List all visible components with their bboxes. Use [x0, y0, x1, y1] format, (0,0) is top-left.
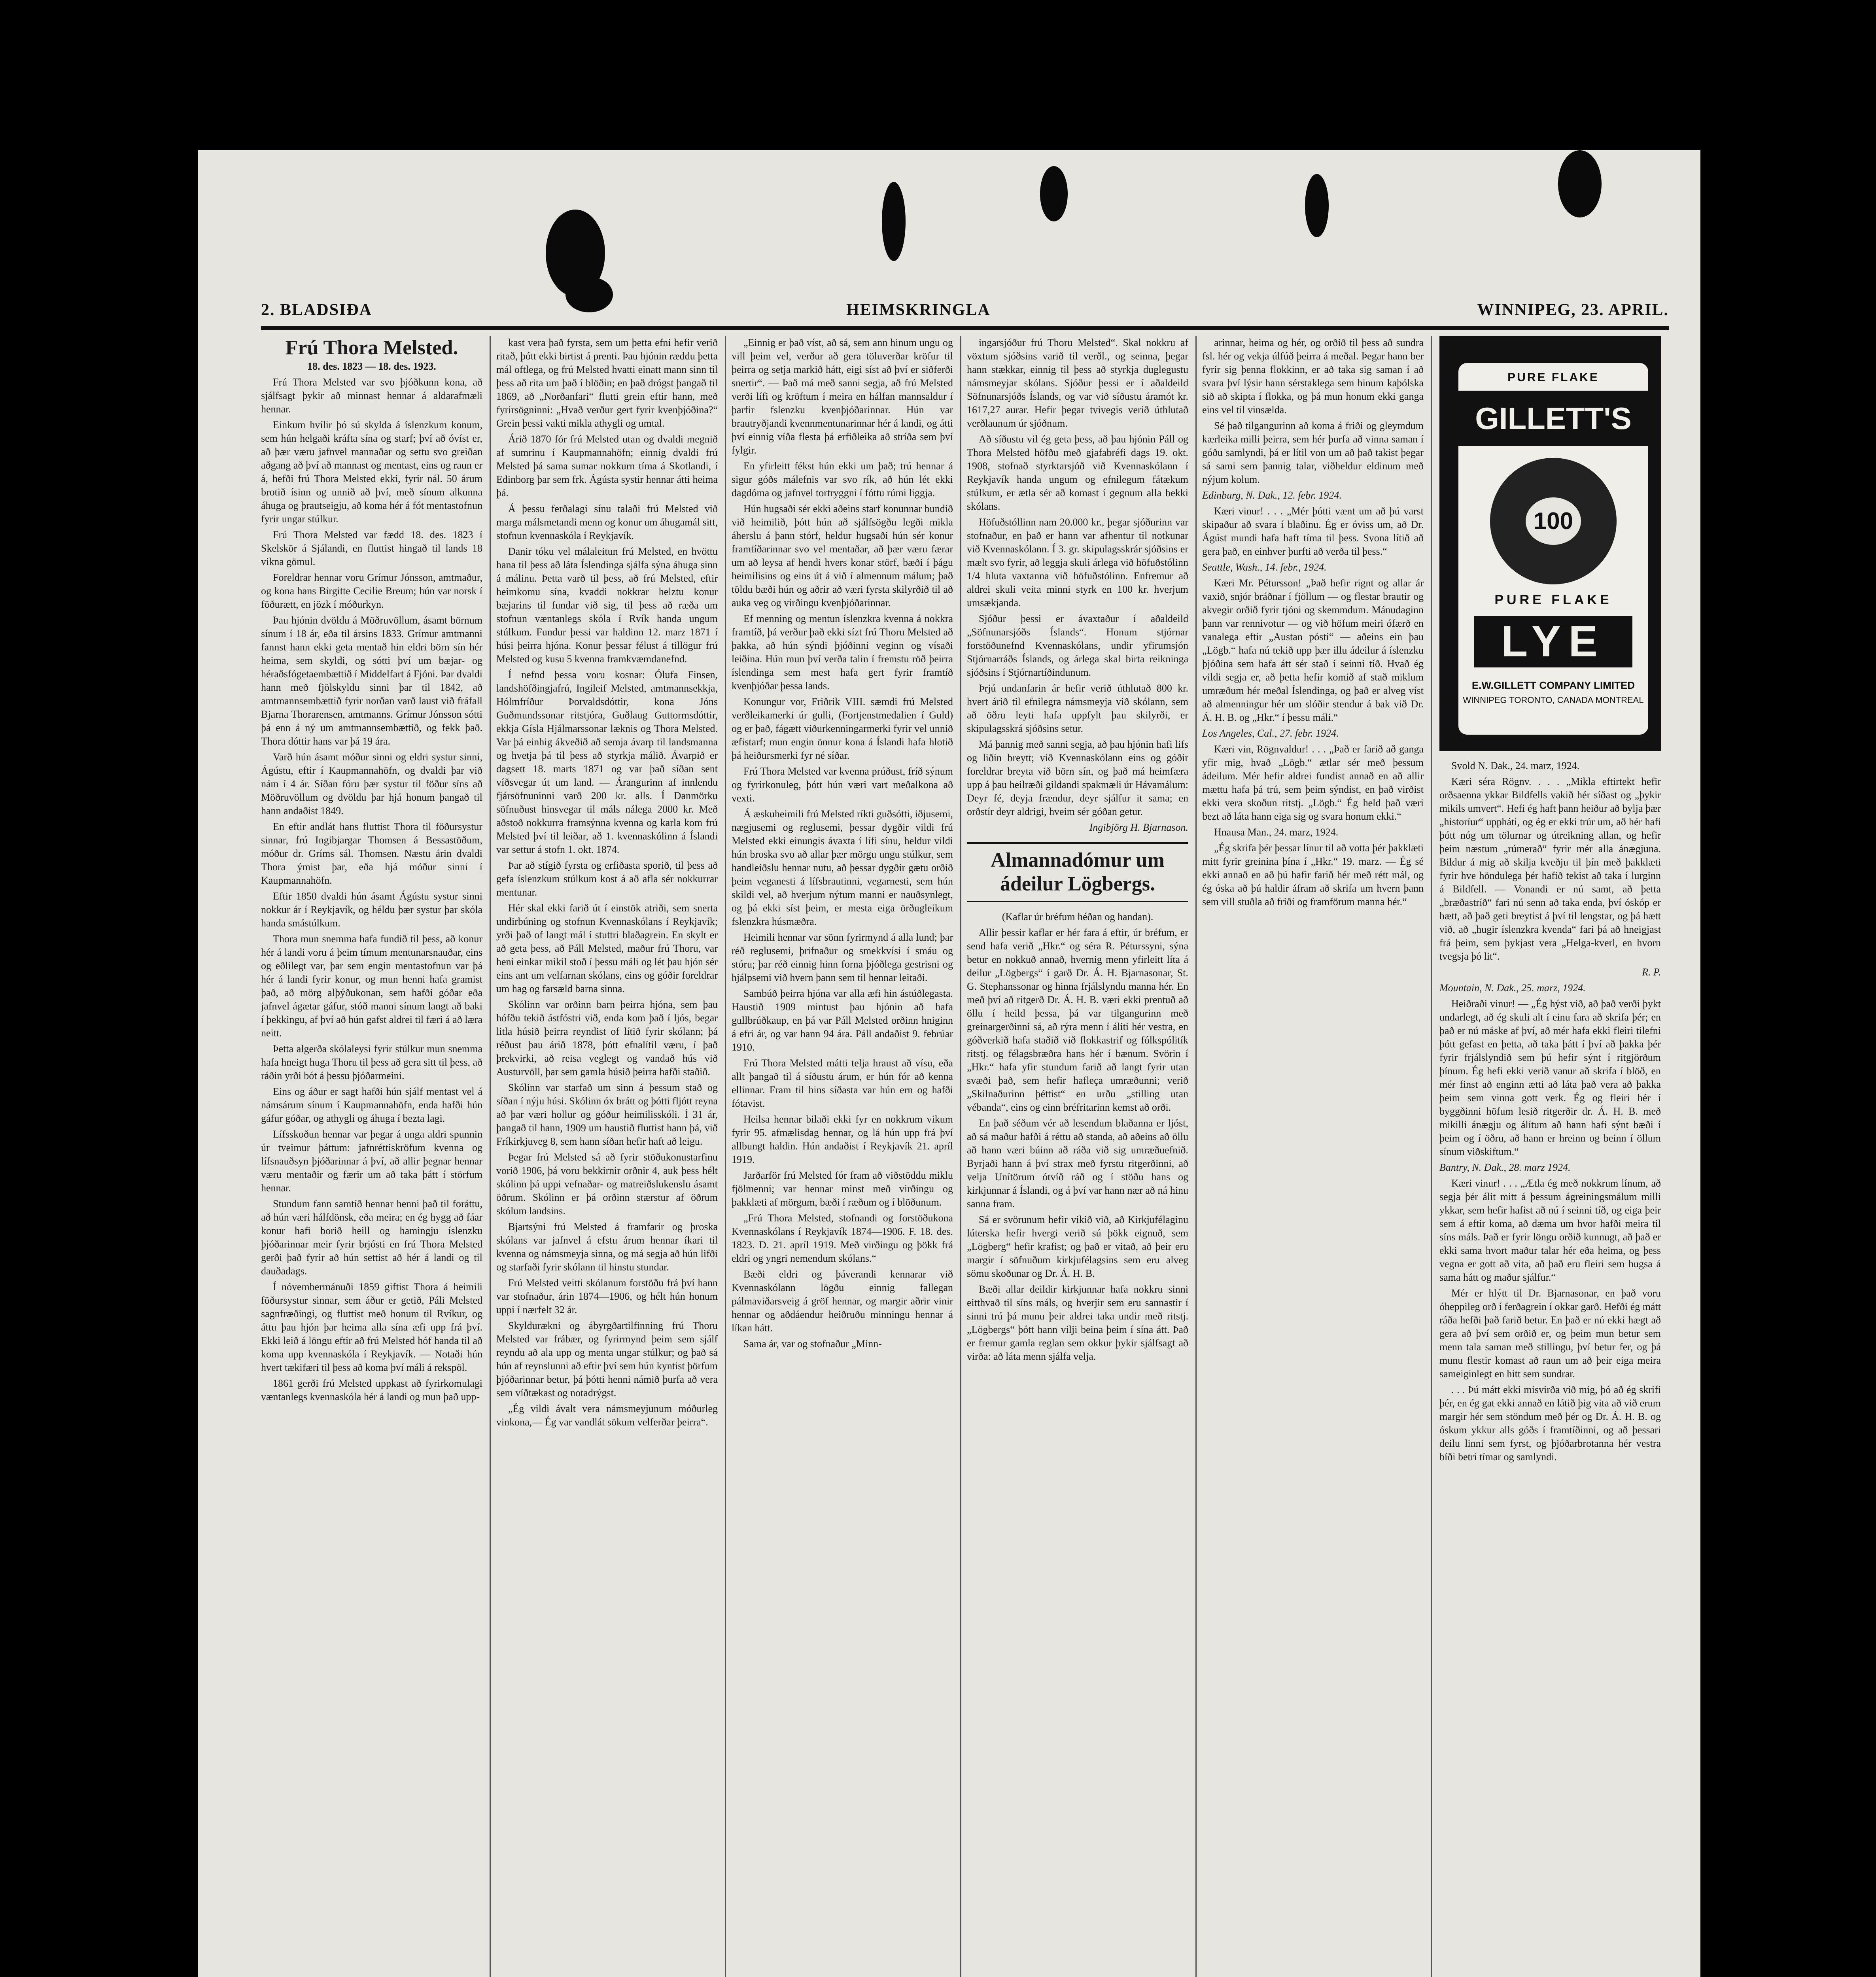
article-body	[967, 336, 1188, 834]
paragraph: Svold N. Dak., 24. marz, 1924.	[1451, 760, 1580, 771]
column-4	[967, 336, 1188, 1977]
newspaper-name: HEIMSKRINGLA	[846, 301, 991, 319]
paragraph: Má þannig með sanni segja, að þau hjónin hafi lifs og liðin breytt; við Kvennaskólann eins og góðir foreldrar breyta við börn sín, og það má heimfæra upp á þau heilræði gildandi spakmæli úr Hávamálum: Deyr fé, deyja frændur, deyr sjálfur it sama; en orðstír deyr aldrigi, hveim sér góðan getur.	[967, 739, 1188, 817]
ink-blot	[1040, 166, 1068, 221]
paragraph: Frú Thora Melsted var fædd 18. des. 1823 í Skelskör á Sjálandi, en fluttist hingað til lands 18 vikna gömul.	[261, 529, 482, 567]
ink-blot	[1305, 174, 1329, 237]
masthead	[261, 301, 1669, 324]
page-number: 2. BLADSIÐA	[261, 301, 373, 319]
paragraph: Á þessu ferðalagi sínu talaði frú Melsted við marga málsmetandi menn og konur um áhugamál sitt, stofnun kvennaskóla í Reykjavík.	[496, 503, 718, 541]
paragraph: Heiðraði vinur! — „Ég hýst við, að það verði þykt undarlegt, að ég skuli alt í einu fara að skrifa þér; en það er nú máske af því, að mér hafa ekki fleiri tilefni þótt gefast en þetta, að taka þátt í því að þakka þér fyrir frjálslyndið sem þú hefir sýnt í ritgjörðum þínum. Ég hefi ekki verið vanur að skrifa í blöð, en mér finst að enginn ætti að láta það vera að þakka þeim sem vinna gott verk. Ég og fleiri hér í byggðinni höfum lesið ritgerðir dr. Á. H. B. með mikilli ánægju og álítum að hann hafi sýnt bæði í þeim og í öðru, að hann er hreinn og beinn í öllum sínum viðskiftum.“	[1439, 998, 1661, 1157]
masthead-rule	[261, 326, 1669, 330]
paragraph: Seattle, Wash., 14. febr., 1924.	[1202, 561, 1327, 573]
paragraph: „Ég vildi ávalt vera námsmeyjunum móðurleg vinkona,— Ég var vandlát sökum velferðar þeirra“.	[496, 1403, 718, 1428]
column-2	[496, 336, 718, 1977]
column-3	[732, 336, 953, 1977]
paragraph: Heilsa hennar bilaði ekki fyr en nokkrum vikum fyrir 95. afmælisdag hennar, og lá hún upp frá því allbungt haldin. Hún andaðist í Reykjavík 21. apríl 1919.	[732, 1113, 953, 1165]
paragraph: Edinburg, N. Dak., 12. febr. 1924.	[1202, 490, 1342, 501]
paragraph: Höfuðstóllinn nam 20.000 kr., þegar sjóðurinn var stofnaður, en það er hann var afhentur til notkunar við Kvennaskólann. Í 3. gr. skipulagsskrár sjóðsins er mælt svo fyrir, að leggja skuli árlega við höfuðstólinn 1/4 hluta vaxtanna við höfuðstólinn. Enfremur að aldrei skuli veita minni styrk en 100 kr. hverjum umsækjanda.	[967, 516, 1188, 609]
paragraph: „Einnig er það víst, að sá, sem ann hinum ungu og vill þeim vel, verður að gera töluverðar kröfur til þeirra og setja markið hátt, eigi síst að því er siðferði snertir“. — Það má með sanni segja, að frú Melsted verði lífi og kröftum í meira en hálfan mannsaldur í þarfir fslenzku kvenþjóðarinnar. Hún var brautryðjandi kvennmentunarinnar hér á landi, og átti því einnig víða flesta þá erfiðleika að stríða sem því fylgir.	[732, 337, 953, 456]
paragraph: 1861 gerði frú Melsted uppkast að fyrirkomulagi væntanlegs kvennaskóla hér á landi og mun það upp-	[261, 1378, 482, 1402]
almanak-title: Almannadómur um ádeilur Lögbergs.	[967, 842, 1188, 902]
paragraph: Bæði eldri og þáverandi kennarar við Kvennaskólann lögðu einnig fallegan pálmaviðarsveig á gröf hennar, og margir aðrir vinir hennar og aðdáendur heiðruðu minningu hennar á líkan hátt.	[732, 1268, 953, 1334]
paragraph: Frú Thora Melsted var kvenna prúðust, fríð sýnum og fyrirkonuleg, þótt hún væri vart meðalkona að vexti.	[732, 765, 953, 804]
paragraph: Thora mun snemma hafa fundið til þess, að konur hér á landi voru á þeim tímum mentunarsnauðar, eins og eðlilegt var, þar sem engin mentastofnun var þá hér á landi fyrir konur, og mun henni hafa gramist það, að mörg alþýðukonan, sem hafði góðar eða jafnvel ágætar gáfur, stóð manni sínum langt að baki í þekkingu, af því að hún gafst aldrei til færi á að læra neitt.	[261, 933, 482, 1039]
paragraph: . . . Þú mátt ekki misvirða við mig, þó að ég skrifi þér, en ég gat ekki annað en látið þig vita að við erum margir hér sem stöndum með þér og Dr. Á. H. B. og óskum ykkur alls góðs í framtíðinni, og að þessari deilu linni sem fyrst, og þjóðarbrotanna hér vestra bíði betri tímar og samlyndi.	[1439, 1384, 1661, 1463]
ink-blot	[882, 182, 906, 261]
article-title: Frú Thora Melsted.	[285, 336, 458, 359]
column-rule	[725, 336, 726, 1977]
paragraph: Einkum hvílir þó sú skylda á íslenzkum konum, sem hún helgaði kráfta sína og starf; því að óvíst er, að þær væru jafnvel mannaðar og settu svo greiðan aðgang að því að mannast og mentast, eins og raun er á, hefði frú Thora Melsted ekki, fyrir nál. 50 árum brotið ísinn og unnið að því, með sínum alkunna áhuga og þrautseigju, að koma hér á fót mentastofnun fyrir ungar stúlkur.	[261, 419, 482, 525]
paragraph: ingarsjóður frú Thoru Melsted“. Skal nokkru af vöxtum sjóðsins varið til verðl., og seinna, þegar hann stækkar, einnig til þess að styrkja duglegustu námsmeyjar skólans. Sjóður þessi er í aðaldeild Söfnunarsjóðs Íslands, og var við síðustu áramót kr. 1617,27 aurar. Hefir þegar tvivegis verið úthlutað verðlaunum úr sjóðnum.	[967, 337, 1188, 429]
article-body	[732, 336, 953, 1351]
paragraph: „Frú Thora Melsted, stofnandi og forstöðukona Kvennaskólans í Reykjavík 1874—1906. F. 18. des. 1823. D. 21. apríl 1919. Með virðingu og þökk frá eldri og yngri nemendum skólans.“	[732, 1212, 953, 1264]
ad-flake-label: PURE FLAKE	[1494, 592, 1612, 607]
paragraph: Þau hjónin dvöldu á Möðruvöllum, ásamt börnum sínum í 18 ár, eða til ársins 1833. Grímur amtmanni fannst hann ekki geta mentað hin eldri börn sín hér heima, sem skyldi, og sótti því um bæjar- og héraðsfógetaembættið í Middelfart á Fjóni. Þar dvaldi hann með fjölskyldu sinni þar til 1842, að amtmannsembættið fyrir norðan varð laust við fráfall Bjarna Thorarensen, amtmanns. Grímur Jónsson sótti þá enn á ný um amtmannsembættið, og fekk það. Thora dóttir hans var þá 19 ára.	[261, 614, 482, 747]
paragraph: Kæri vin, Rögnvaldur! . . . „Það er farið að ganga yfir mig, hvað „Lögb.“ ætlar sér með þessum ádeilum. Mér hefir aldrei fundist annað en að allir mættu hafa þá trú, sem þeim sýndist, en það virðist ekki vera skoðun ritstj. „Lögb.“ Ég held það væri bezt að láta hann eiga sig og svara honum ekki.“	[1202, 743, 1424, 822]
paragraph: Skólinn var orðinn barn þeirra hjóna, sem þau hófðu tekið ástfóstri við, enda kom það í ljós, begar litla húsið þeirra reyndist of lítið fyrir skólann; þá réðust þau árið 1878, þótt efnalítil væru, í það þrekvirki, að reisa veglegt og vandað hús við Austurvöll, þar sem gamla húsið þeirra hafði staðið.	[496, 999, 718, 1077]
paragraph: kast vera það fyrsta, sem um þetta efni hefir verið ritað, þótt ekki birtist á prenti. Þau hjónin ræddu þetta mál oftlega, og frú Melsted hvatti einatt mann sinn til þess að rita um það í blöðin; en það drógst þangað til 1869, að „Norðanfari“ flutti grein eftir hann, með fyrirsögninni: „Hvað verður gert fyrir kvenþjóðina?“ Grein þessi vakti mikla athygli og umtal.	[496, 337, 718, 429]
paragraph: R. P.	[1642, 966, 1661, 978]
paragraph: Heimili hennar var sönn fyrirmynd á alla lund; þar réð reglusemi, þrifnaður og smekkvísi í smáu og stóru; þar réð einnig hinn forna þjóðlega gestrisni og hjálpsemi við hvern þann sem til hennar leitaði.	[732, 932, 953, 983]
paragraph: Sambúð þeirra hjóna var alla æfi hin ástúðlegasta. Haustið 1909 mintust þau hjónin að hafa gullbrúðkaup, en þá var Páll Melsted orðinn hniginn á efri ár, og var hann 94 ára. Páll andaðist 9. febrúar 1910.	[732, 988, 953, 1053]
paragraph: Los Angeles, Cal., 27. febr. 1924.	[1202, 728, 1339, 739]
paragraph: Varð hún ásamt móður sinni og eldri systur sinni, Ágústu, eftir í Kaupmannahöfn, og dvaldi þar við nám í 4 ár. Síðan fóru þær systur til föður síns að Möðruvöllum og dvöldu þar hjá honum þangað til hann andaðist 1849.	[261, 751, 482, 817]
paragraph: Stundum fann samtíð hennar henni það til foráttu, að hún væri hálfdönsk, eða meira; en ég hygg að fáar konur hafi borið heill og hamingju íslenzku þjóðarinnar meir fyrir brjósti en frú Thora Melsted gerði það fyrir að hún settist að hér á landi og til dauðadags.	[261, 1198, 482, 1277]
column-rule	[490, 336, 491, 1977]
paragraph: Frú Melsted veitti skólanum forstöðu frá því hann var stofnaður, árin 1874—1906, og hélt hún honum uppi í nærfelt 32 ár.	[496, 1277, 718, 1315]
paragraph: Kæri séra Rögnv. . . . „Mikla eftirtekt hefir orðsaenna ykkar Bildfells vakið hér síðast og „þykir mikils umvert“. Hefi ég haft þann heiður að bylja þær „historíur“ uppháti, og ég er ekki trúr um, að hér hafi þótt nóg um tölurnar og útreikning allan, og hefir þeim næstum „rúmerað“ fyrir mér alla ánægjuna. Bildur á mig að skilja kveðju til þín með þakklæti fyrir hve höndulega þér hafið tekist að taka í lurginn á Bildfell. — Vonandi er nú samt, að þetta „bræðastríð“ fari nú senn að taka enda, því óskóp er hætt, að það geti breytist á því til lengstar, og þá hætt við, að „hugir íslenzkra kvenda“ fari þá að hneigjast frá þeim, sem þykjast vera „Helga-kverl, en hvorn tvegsja þó lit“.	[1439, 776, 1661, 962]
paragraph: Að síðustu vil ég geta þess, að þau hjónin Páll og Thora Melsted höfðu með gjafabréfi dags 19. okt. 1908, stofnað styrktarsjóð við Kvennaskólann í Reykjavík handa ungum og efnilegum fátækum stúlkum, er ætla sér að komast í gegnum alla bekki skólans.	[967, 433, 1188, 512]
paragraph: Danir tóku vel málaleitun frú Melsted, en hvöttu hana til þess að láta Íslendinga sjálfa sýna áhuga sinn á málinu. Þetta varð til þess, að frú Melsted, eftir heimkomu sína, kvaddi nokkrar helztu konur bæjarins til fundar við sig, til þess að ræða um stofnun væntanlegs skóla í Rvík handa ungum stúlkum. Fundur þessi var haldinn 12. marz 1871 í húsi þeirra hjóna. Konur þessar félust á tillögur frú Melsted og kusu 5 kvenna framkvæmdanefnd.	[496, 546, 718, 665]
paragraph: Jarðarför frú Melsted fór fram að viðstöddu miklu fjölmenni; var hennar minst með virðingu og þakklæti af mörgum, bæði í ræðum og í blöðunum.	[732, 1170, 953, 1208]
paragraph: En það séðum vér að lesendum blaðanna er ljóst, að sá maður hafði á réttu að standa, að aðeins að öllu að hann væri búinn að ráða við sig umræðuefnið. Byrjaði hann á því strax með fyrstu ritgerðinni, að velja Unítörum ótvíð ráð og í stöðu hans og kirkjunnar á Íslandi, og á því var hann nær að ná hinu sanna fram.	[967, 1117, 1188, 1210]
paragraph: Frú Thora Melsted mátti telja hraust að vísu, eða allt þangað til á síðustu árum, er hún fór að kenna ellinnar. Fram til hins síðasta var hún ern og hafði fótavist.	[732, 1057, 953, 1109]
paragraph: Árið 1870 fór frú Melsted utan og dvaldi megnið af sumrinu í Kaupmannahöfn; einnig dvaldi frú Melsted þá sama sumar nokkurn tíma á Skotlandi, í Edinborg þar sem frk. Ágústa systir hennar átti heima þá.	[496, 433, 718, 499]
article-body	[496, 336, 718, 1429]
paragraph: Eftir 1850 dvaldi hún ásamt Ágústu systur sinni nokkur ár í Reykjavík, og héldu þær systur þar skóla handa smástúlkum.	[261, 890, 482, 929]
paragraph: Frú Thora Melsted var svo þjóðkunn kona, að sjálfsagt þykir að minnast hennar á aldarafmæli hennar.	[261, 376, 482, 415]
ad-product: LYE	[1474, 616, 1632, 667]
lion-emblem-icon	[1490, 458, 1617, 584]
gilletts-lye-advertisement	[1439, 336, 1661, 751]
paragraph: Þegar frú Melsted sá að fyrir stöðukonustarfinu vorið 1906, þá voru bekkirnir orðnir 4, auk þess hélt skólinn þá uppi vefnaðar- og matreiðslukenslu ásamt öðrum. Skólinn er þá orðinn stærstur af öðrum skólum landsins.	[496, 1151, 718, 1217]
paragraph: „Ég skrifa þér þessar línur til að votta þér þakklæti mitt fyrir greinina þína í „Hkr.“ 19. marz. — Ég sé ekki annað en að þú hafir farið hér með rétt mál, og ég óska að þú haldir áfram að skrifa um hvern þann sem vill stuðla að friði og framförum manna hér.“	[1202, 842, 1424, 907]
paragraph: Á æskuheimili frú Melsted ríkti guðsótti, iðjusemi, nægjusemi og reglusemi, þessar dygðir vildi frú Melsted ekki einungis ávaxta í lífi sínu, heldur vildi hún broska svo að allar þær mörgu ungu stúlkur, sem handleiðslu hennar nutu, að þessar dygðir gætu orðið þeim veganesti á lífsbrautinni, vegarnesti, sem hún skildi vel, að hverjum nýtum manni er nauðsynlegt, og þá ekki síst þeim, er mesta eiga örðugleikum fslenzkra húsmæðra.	[732, 808, 953, 927]
paragraph: Þar að stígið fyrsta og erfiðasta sporið, til þess að gefa íslenzkum stúlkum kost á að afla sér nokkurrar mentunar.	[496, 860, 718, 898]
almanak-subtitle: (Kaflar úr bréfum héðan og handan).	[1002, 911, 1154, 922]
column-rule	[1431, 336, 1432, 1977]
paragraph: Sá er svörunum hefir vikið við, að Kirkjufélaginu lúterska hefir hvergi verið sú þökk eignuð, sem „Lögberg“ hefir krafist; og það er vitað, að þeir eru margir í söfnuðum kirkjufélagsins sem eru alveg sömu skoðunar og Dr. Á. H. B.	[967, 1214, 1188, 1279]
paragraph: Þrjú undanfarin ár hefir verið úthlutað 800 kr. hvert árið til efnilegra námsmeyja við skólann, sem að öðru leyti hafa uppfylt þau skilyrði, er skipulagsskrá sjóðsins setur.	[967, 682, 1188, 734]
column-rule	[1195, 336, 1197, 1977]
column-rule	[960, 336, 961, 1977]
paragraph: Ingibjörg H. Bjarnason.	[1089, 822, 1188, 833]
paragraph: Hér skal ekki farið út í einstök atriði, sem snerta undirbúning og stofnun Kvennaskólans í Reykjavík; yrði það of langt mál í stuttri blaðagrein. En skylt er að geta þess, að Páll Melsted, maður frú Thoru, var heni einkar mikil stoð í þessu máli og lét þau hjón sér eins ant um velfarnan skólans, eins og góðir foreldrar um hag og farsæld barna sinna.	[496, 902, 718, 994]
paragraph: Bæði allar deildir kirkjunnar hafa nokkru sinni eitthvað til síns máls, og hverjir sem eru sannastir í sinni trú þá munu þeir aldrei taka undir með ritstj. „Lögbergs“ þótt hann vilji beina þeim í sína átt. Það er fremur gamla reglan sem okkur þykir sjálfsagt að virða: að láta menn sjálfa velja.	[967, 1283, 1188, 1362]
article-body	[261, 376, 482, 1404]
lye-can	[1455, 360, 1651, 738]
paragraph: Mér er hlýtt til Dr. Bjarnasonar, en það voru óheppileg orð í ferðagrein í okkar garð. Hefði ég mátt ráða hefði það farið betur. En það er nú ekki hægt að gera að því sem orðið er, og þeim mun betur sem menn tala saman með stillingu, því betur fer, og þá munu flestir komast að raun um að þeir eiga meira sameiginlegt en hitt sem sundrar.	[1439, 1287, 1661, 1380]
almanak-body	[967, 926, 1188, 1363]
letters-body	[1202, 336, 1424, 909]
paragraph: Lífsskoðun hennar var þegar á unga aldri spunnin úr tveimur þáttum: jafnréttiskröfum kvenna og lífsnauðsyn þjóðarinnar á því, að allir þegnar hennar væru mentaðir og færir um að taka þátt í störfum hennar.	[261, 1128, 482, 1194]
paragraph: Sama ár, var og stofnaður „Minn-	[743, 1338, 882, 1350]
paragraph: En eftir andlát hans fluttist Thora til föðursystur sinnar, frú Ingibjargar Thomsen á Bessastöðum, móður dr. Gríms sál. Thomsen. Næstu árin dvaldi Thora ýmist þar, eða hjá móður sinni í Kaupmannahöfn.	[261, 821, 482, 886]
ad-city: WINNIPEG TORONTO, CANADA MONTREAL	[1463, 695, 1644, 705]
paragraph: Hnausa Man., 24. marz, 1924.	[1214, 826, 1339, 838]
column-1	[261, 336, 482, 1977]
newspaper-page	[198, 150, 1700, 1977]
article-dates: 18. des. 1823 — 18. des. 1923.	[307, 361, 436, 372]
paragraph: Kæri vinur! . . . „Mér þótti vænt um að þú varst skipaður að svara í blaðinu. Ég er óviss um, að Dr. Ágúst mundi hafa haft tíma til þess. Svona lítið að gera það, en einhver þurfti að verða til þess.“	[1202, 505, 1424, 557]
paragraph: En yfirleitt fékst hún ekki um það; trú hennar á sigur góðs málefnis var svo rík, að hún lét ekki dagdóma og jafnvel tortryggni í fóttu rúmi liggja.	[732, 460, 953, 499]
paragraph: Sjóður þessi er ávaxtaður í aðaldeild „Söfnunarsjóðs Íslands“. Honum stjórnar forstöðunefnd Kvennaskólans, undir yfirumsjón Stjórnarráðs Íslands, og árlega skal birta reikninga sjóðsins í Stjórnartíðindunum.	[967, 613, 1188, 678]
issue-date: WINNIPEG, 23. APRIL.	[1477, 301, 1669, 319]
column-6	[1439, 759, 1661, 1977]
ad-badge: 100	[1533, 508, 1573, 534]
ink-blot	[1558, 150, 1602, 217]
paragraph: Bantry, N. Dak., 28. marz 1924.	[1439, 1162, 1571, 1173]
paragraph: Bjartsýni frú Melsted á framfarir og þroska skólans var jafnvel á efstu árum hennar íkari til kvenna og námsmeyja sinna, og má segja að hún lifði og starfaði fyrir skólann til hinstu stundar.	[496, 1221, 718, 1273]
letters-body	[1439, 759, 1661, 1464]
paragraph: Í nefnd þessa voru kosnar: Ólufa Finsen, landshöfðingjafrú, Ingileif Melsted, amtmannsekkja, Hólmfríður Þorvaldsdóttir, kona Jóns Guðmundssonar ritstjóra, Guðlaug Guttormsdóttir, ekkja Gísla Hjálmarssonar læknis og Thora Melsted. Var þá einhig ákveðið að semja ávarp til landsmanna og hvetja þá til þess að styrkja málið. Ávarpið er dagsett 18. marts 1871 og var það síðan sent víðsvegar út um land. — Árangurinn af innlendu fjársöfnuninni varð 200 kr. alls. Í Danmörku söfnuðust hinsvegar til máls nálega 2000 kr. Með aðstoð nokkurra framsýnna kvenna og karla kom frú Melsted því til leiðar, að 1. kvennaskólinn á Íslandi var settur á stofn 1. okt. 1874.	[496, 669, 718, 855]
paragraph: Skólinn var starfað um sinn á þessum stað og síðan í nýju húsi. Skólinn óx brátt og þótti fljótt reyna að þar væri hollur og góður heimilisskóli. Í 31 ár, þangað til hann, 1909 um haustið fluttist hann þá, við Fríkirkjuveg 8, sem hann síðan hefir haft að leigu.	[496, 1082, 718, 1147]
paragraph: Ef menning og mentun íslenzkra kvenna á nokkra framtíð, þá verður það ekki sízt frú Thoru Melsted að þakka, að hún sýndi þjóðinni veginn og vísaði leiðina. Hún mun því verða talin í fremstu röð þeirra íslendinga sem mest hafa gert fyrir framtíð kvenþjóðar þessa lands.	[732, 613, 953, 692]
paragraph: Foreldrar hennar voru Grímur Jónsson, amtmaður, og kona hans Birgitte Cecilie Breum; hún var norsk í föðurætt, en jözk í móðurkyn.	[261, 572, 482, 610]
paragraph: Kæri Mr. Pétursson! „Það hefir rignt og allar ár vaxið, snjór bráðnar í fjöllum — og flestar brautir og akvegir orðið fyrir tjóni og skemmdum. Mánudaginn þann var rennivotur — og við höfum meiri ófærð en vanalega eftir „Austan pósti“ — aðeins ein þau „Lögb.“ hafa nú tekið upp þær illu ádeilur á íslenzku þjóðina sem hafa átt sér stað í seinni tíð. Hvað ég vildi segja er, að þetta hefir komið af stað miklum umræðum hér meðal Íslendinga, og það er alveg víst að almenningur hér um slóðir stendur á bak við Dr. Á. H. B. og „Hkr.“ í þessu máli.“	[1202, 577, 1424, 723]
paragraph: Kæri vinur! . . . „Ætla ég með nokkrum línum, að segja þér álit mitt á þessum ágreiningsmálum milli ykkar, sem hefir hafist að nú í seinni tíð, og eiga þeir sem á eftir koma, að dæma um hvor hafði meira til síns máls. Það er fyrir löngu orðið kunnugt, að það er ekki sama hvort maður talar hér eða heima, og þess vegna er gott að vita, að það eru fleiri sem hugsa á sama hátt og maður sjálfur.“	[1439, 1178, 1661, 1283]
ad-pure-label: PURE FLAKE	[1507, 371, 1599, 384]
paragraph: Þetta algerða skólaleysi fyrir stúlkur mun snemma hafa hneigt huga Thoru til þess að gera sitt til þess, að ráðin yrði bót á þessu þjóðarmeini.	[261, 1043, 482, 1081]
paragraph: Konungur vor, Friðrik VIII. sæmdi frú Melsted verðleikamerki úr gulli, (Fortjenstmedalien í Guld) og er það, fágætt viðurkenningarmerki fyrir vel unnið æfistarf; mun engin önnur kona á Íslandi hafa hlotið þá heiðursmerki fyr né síðar.	[732, 696, 953, 761]
ad-brand: GILLETT'S	[1458, 391, 1648, 446]
paragraph: Allir þessir kaflar er hér fara á eftir, úr bréfum, er send hafa verið „Hkr.“ og séra R. Péturssyni, sýna betur en nokkuð annað, hvernig menn yfirleitt líta á deilur „Lögbergs“ í garð Dr. Á. H. Bjarnasonar, St. G. Stephanssonar og hinna frjálslyndu manna hér. En með því að ritgerð Dr. Á. H. B. væri ekki prentuð að öllu í heild þessa, þá var tilgangurinn með greinargerðinni sá, að rýra menn í áliti hér vestra, en góðverkið hafa staðið við flokkastrif og fólkspólitík ritstj. og félagsbræðra hans hér í bænum. Svörin í „Hkr.“ hafa yfir stundum farið að langt fyrir utan svæði það, sem hefir hafleça umræðunni; verið „Skilnaðurinn þéttist“ en urðu „stilling utan vébanda“, eins og einn bréfritarinn kemst að orði.	[967, 927, 1188, 1113]
paragraph: Hún hugsaði sér ekki aðeins starf konunnar bundið við heimilið, þótt hún að sjálfsögðu legði mikla áherslu á þann stórf, heldur hugsaði hún sér konur framtíðarinnar svo vel mentaðar, að þær væru færar um að leysa af hendi hvers konar störf, bæði í þágu heimilisins og eins út á við í almennum málum; það töldu bæði hún og aðrir að væri fyrsta skilyrðið til að auka veg og virðingu kvenþjóðarinnar.	[732, 503, 953, 609]
paragraph: arinnar, heima og hér, og orðið til þess að sundra fsl. hér og vekja úlfúð þeirra á meðal. Þegar hann ber fyrir sig þenna flokkinn, er að taka sig saman í að svara því lýsir hann sérstaklega sem hinum kaþólska sið að skipta í flokka, og þá mun honum ekki ganga eins vel til vinsælda.	[1202, 337, 1424, 416]
paragraph: Sé það tilgangurinn að koma á friði og gleymdum kærleika milli þeirra, sem hér þurfa að vinna saman í góðu samlyndi, þá er lítil von um að það takist þegar sá sami sem þannig talar, viðheldur eldinum með nýjum kolum.	[1202, 420, 1424, 485]
paragraph: Skyldurækni og ábyrgðartilfinning frú Thoru Melsted var frábær, og fyrirmynd þeim sem sjálf reyndu að ala upp og menta ungar stúlkur; og það sá hún af reynslunni að eftir því sem hún kyntist þörfum þjóðarinnar betur, þá þótti henni námið þurfa að vera sem víðtækast og notadrýgst.	[496, 1320, 718, 1399]
paragraph: Í nóvembermánuði 1859 giftist Thora á heimili föðursystur sinnar, sem áður er getið, Páli Melsted sagnfræðingi, og fluttist með honum til Rvíkur, og áttu þau hjón þar heima alla sína æfi upp frá því. Ekki leið á löngu eftir að frú Melsted hóf handa til að koma upp kvennaskóla í Reykjavík. — Notaði hún hvert tækifæri til þess að koma því máli á rekspöl.	[261, 1281, 482, 1373]
column-5	[1202, 336, 1424, 1977]
paragraph: Mountain, N. Dak., 25. marz, 1924.	[1439, 982, 1586, 994]
ad-company: E.W.GILLETT COMPANY LIMITED	[1471, 679, 1635, 691]
paragraph: Eins og áður er sagt hafði hún sjálf mentast vel á námsárum sínum í Kaupmannahöfn, enda hafði hún gáfur góðar, og athygli og áhuga í bezta lagi.	[261, 1086, 482, 1124]
